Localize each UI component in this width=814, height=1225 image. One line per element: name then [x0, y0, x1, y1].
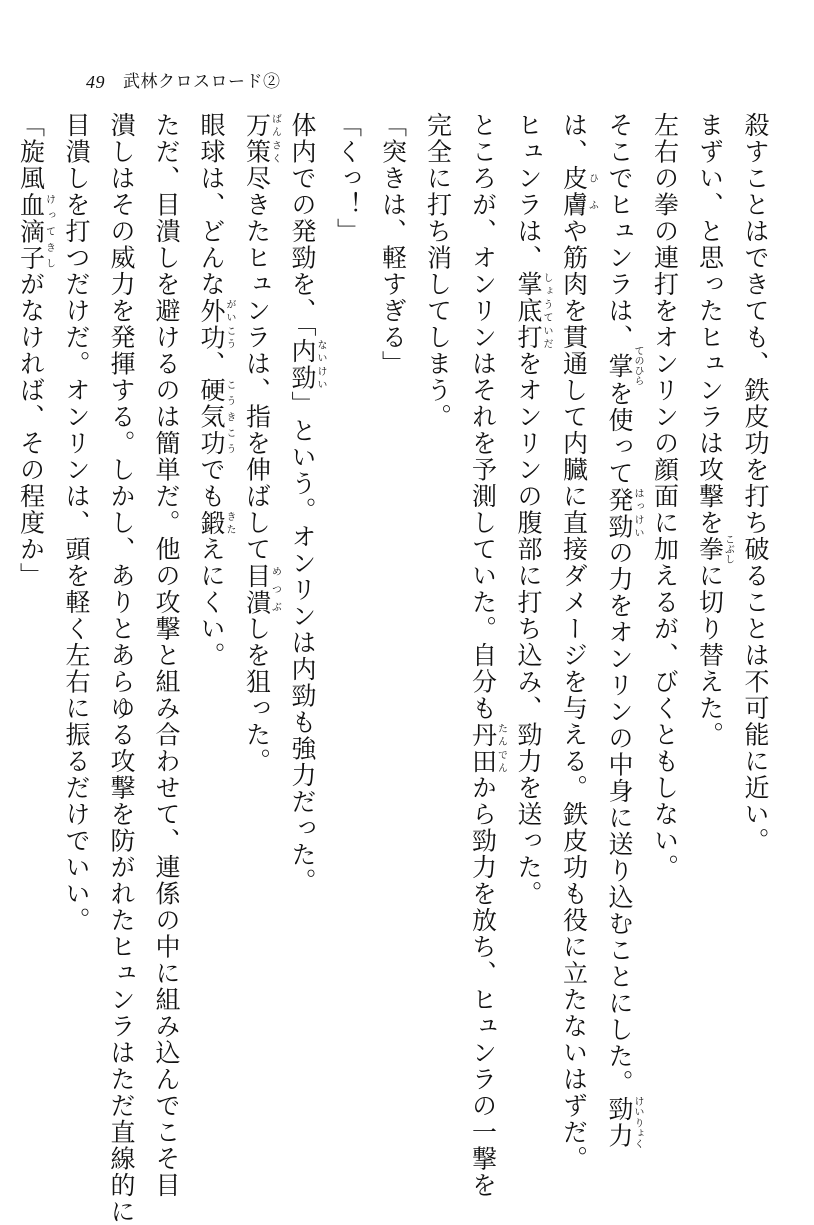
text-line-14: ただ、目潰しを避けるのは簡単だ。他の攻撃と組み合わせて、連係の中に組み込んでこそ目 [152, 112, 181, 1199]
text-line-15: 潰しはその威力を発揮する。しかし、ありとあらゆる攻撃を防がれたヒュンラはただ直線的に [107, 112, 136, 1225]
running-header [86, 70, 281, 94]
text-line-5: は、皮膚ひふや筋肉を貫通して内臓に直接ダメージを与える。鉄皮功も役に立たないはずだ。 [559, 112, 598, 1172]
ruby-tenohira: 掌てのひら [605, 345, 643, 386]
ruby-kita: 鍛きた [197, 509, 235, 536]
text-line-17: 「旋風血滴子けってきしがなければ、その程度か」 [16, 112, 55, 589]
text-line-11: 体内での発勁を、「内勁ないけい」という。オンリンは内勁も強力だった。 [288, 112, 326, 895]
ruby-hifu: 皮膚ひふ [559, 165, 598, 218]
page-number: 49 [86, 72, 105, 92]
text-line-7: ところが、オンリンはそれを予測していた。自分も丹田たんでんから勁力を放ち、ヒュンラの一撃を [468, 112, 507, 1199]
vertical-text-block [16, 112, 778, 1225]
text-line-6: ヒュンラは、掌底打しょうていだをオンリンの腹部に打ち込み、勁力を送った。 [514, 112, 552, 907]
ruby-shouteida: 掌底打しょうていだ [514, 271, 552, 351]
text-line-9: 「突きは、軽すぎる」 [378, 112, 408, 377]
ruby-metsubu: 目潰めつぶ [242, 562, 281, 616]
text-line-16: 目潰しを打つだけだ。オンリンは、頭を軽く左右に振るだけでいい。 [62, 112, 91, 934]
text-line-2: まずい、と思ったヒュンラは攻撃を拳こぶしに切り替えた。 [695, 112, 734, 748]
ruby-naikei: 内勁ないけい [288, 338, 326, 391]
text-line-13: 眼球は、どんな外功がいこう、硬気功こうきこうでも鍛きたえにくい。 [197, 112, 235, 669]
ruby-gaikou: 外功がいこう [197, 297, 235, 351]
ruby-kobushi: 拳こぶし [695, 534, 734, 565]
ruby-bansaku: 万策ばんさく [242, 112, 281, 165]
ruby-koukikou: 硬気功こうきこう [197, 377, 235, 457]
text-line-8: 完全に打ち消してしまう。 [423, 112, 453, 430]
running-title: 武林クロスロード② [123, 72, 281, 92]
ruby-kettekishi: 血滴子けってきし [16, 191, 55, 271]
text-line-3: 左右の拳の連打をオンリンの顔面に加えるが、びくともしない。 [650, 112, 680, 881]
text-line-12: 万策ばんさく尽きたヒュンラは、指を伸ばして目潰めつぶしを狙った。 [242, 112, 281, 775]
ruby-keiryoku: 勁力けいりょく [605, 1096, 643, 1149]
text-line-10: 「くっ！」 [333, 112, 363, 245]
ruby-tanden: 丹田たんでん [468, 721, 507, 775]
text-line-4: そこでヒュンラは、掌てのひらを使って発勁はっけいの力をオンリンの中身に送り込むことにした。勁力けいりょく [605, 112, 643, 1149]
ruby-hakkei: 発勁はっけい [605, 486, 643, 540]
text-line-1: 殺すことはできても、鉄皮功を打ち破ることは不可能に近い。 [741, 112, 770, 854]
